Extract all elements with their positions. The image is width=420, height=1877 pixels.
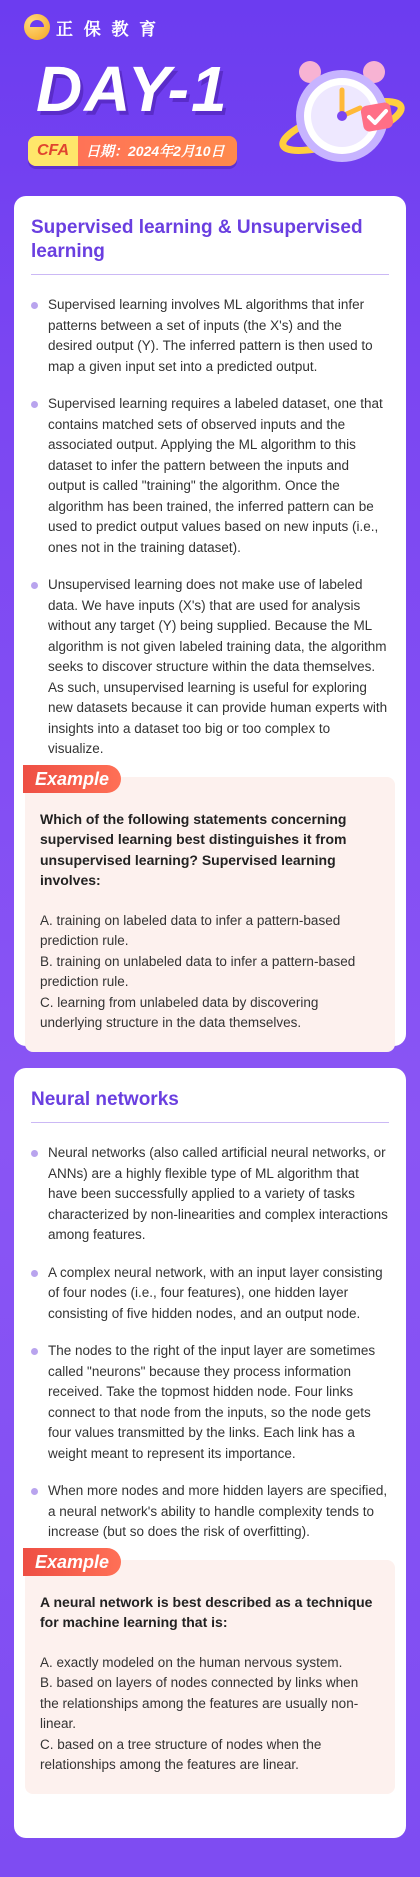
option-c: C. learning from unlabeled data by discovering underlying structure in the data themselves.	[40, 994, 319, 1030]
option-a: A. training on labeled data to infer a pattern-based prediction rule.	[40, 912, 341, 948]
title-divider	[31, 274, 389, 275]
example-box	[25, 1551, 395, 1794]
section-title: Neural networks	[31, 1089, 179, 1110]
section-title: Supervised learning & Unsupervised learning	[31, 217, 363, 262]
option-b: B. based on layers of nodes connected by links when the relationships among the features are usually non-linear.	[40, 1675, 359, 1731]
bullet-item: Unsupervised learning does not make use of labeled data. We have inputs (X's) that are used for analysis without any target (Y) being supplied. Because the ML algorithm is not given labeled training data, the algorithm seeks to discover structure within the data themselves. As such, unsupervised learning is useful for exploring new datasets because it can provide human experts with insights into a dataset too big or too complex to visualize.	[31, 575, 389, 760]
logo-icon	[24, 14, 50, 40]
option-c: C. based on a tree structure of nodes when the relationships among the features are linear.	[40, 1736, 322, 1772]
date-text: 日期：2024年2月10日	[86, 143, 225, 159]
exam-tag: CFA	[28, 136, 78, 166]
example-options	[40, 1653, 380, 1776]
example-label: Example	[23, 1548, 121, 1576]
bullet-item: The nodes to the right of the input layer are sometimes called "neurons" because they process information received. Take the topmost hidden node. Four links connect to that node from the inputs, so the node gets four values transmitted by the links. Each link has a weight meant to represent its importance.	[31, 1341, 389, 1464]
bullet-item: Supervised learning requires a labeled dataset, one that contains matched sets of observed inputs and the associated output. Applying the ML algorithm to this dataset to infer the pattern between the inputs and output is called "training" the algorithm. Once the algorithm has been trained, the inferred pattern can be used to predict output values based on new inputs (i.e., ones not in the training dataset).	[31, 394, 389, 558]
section-card-neural-networks	[14, 1068, 406, 1838]
example-box	[25, 768, 395, 1052]
day-title: DAY-1	[36, 53, 229, 125]
bullet-list	[31, 1143, 389, 1543]
title-divider	[31, 1122, 389, 1123]
option-b: B. training on unlabeled data to infer a pattern-based prediction rule.	[40, 953, 356, 989]
option-a: A. exactly modeled on the human nervous system.	[40, 1654, 343, 1670]
bullet-item: When more nodes and more hidden layers are specified, a neural network's ability to handle complexity tends to increase (but so does the risk of overfitting).	[31, 1481, 389, 1543]
bullet-item: Neural networks (also called artificial neural networks, or ANNs) are a highly flexible type of ML algorithm that have been successfully applied to a variety of tasks characterized by non-linearities and complex interactions among features.	[31, 1143, 389, 1246]
example-question: Which of the following statements concerning supervised learning best distinguishes it from unsupervised learning? Supervised learning involves:	[40, 810, 347, 888]
example-options	[40, 911, 380, 1034]
brand-name: 正 保 教 育	[56, 19, 160, 39]
bullet-list	[31, 295, 389, 760]
example-label: Example	[23, 765, 121, 793]
date-badge	[28, 136, 237, 166]
bullet-item: A complex neural network, with an input layer consisting of four nodes (i.e., four features), one hidden layer consisting of five hidden nodes, and an output node.	[31, 1263, 389, 1325]
bullet-item: Supervised learning involves ML algorithms that infer patterns between a set of inputs (the X's) and the desired output (Y). The inferred pattern is then used to map a given input set into a predicted output.	[31, 295, 389, 377]
example-question: A neural network is best described as a technique for machine learning that is:	[40, 1593, 373, 1630]
brand-logo	[24, 14, 159, 40]
header	[0, 0, 420, 196]
alarm-clock-icon	[276, 50, 406, 180]
section-card-supervised-learning	[14, 196, 406, 1046]
